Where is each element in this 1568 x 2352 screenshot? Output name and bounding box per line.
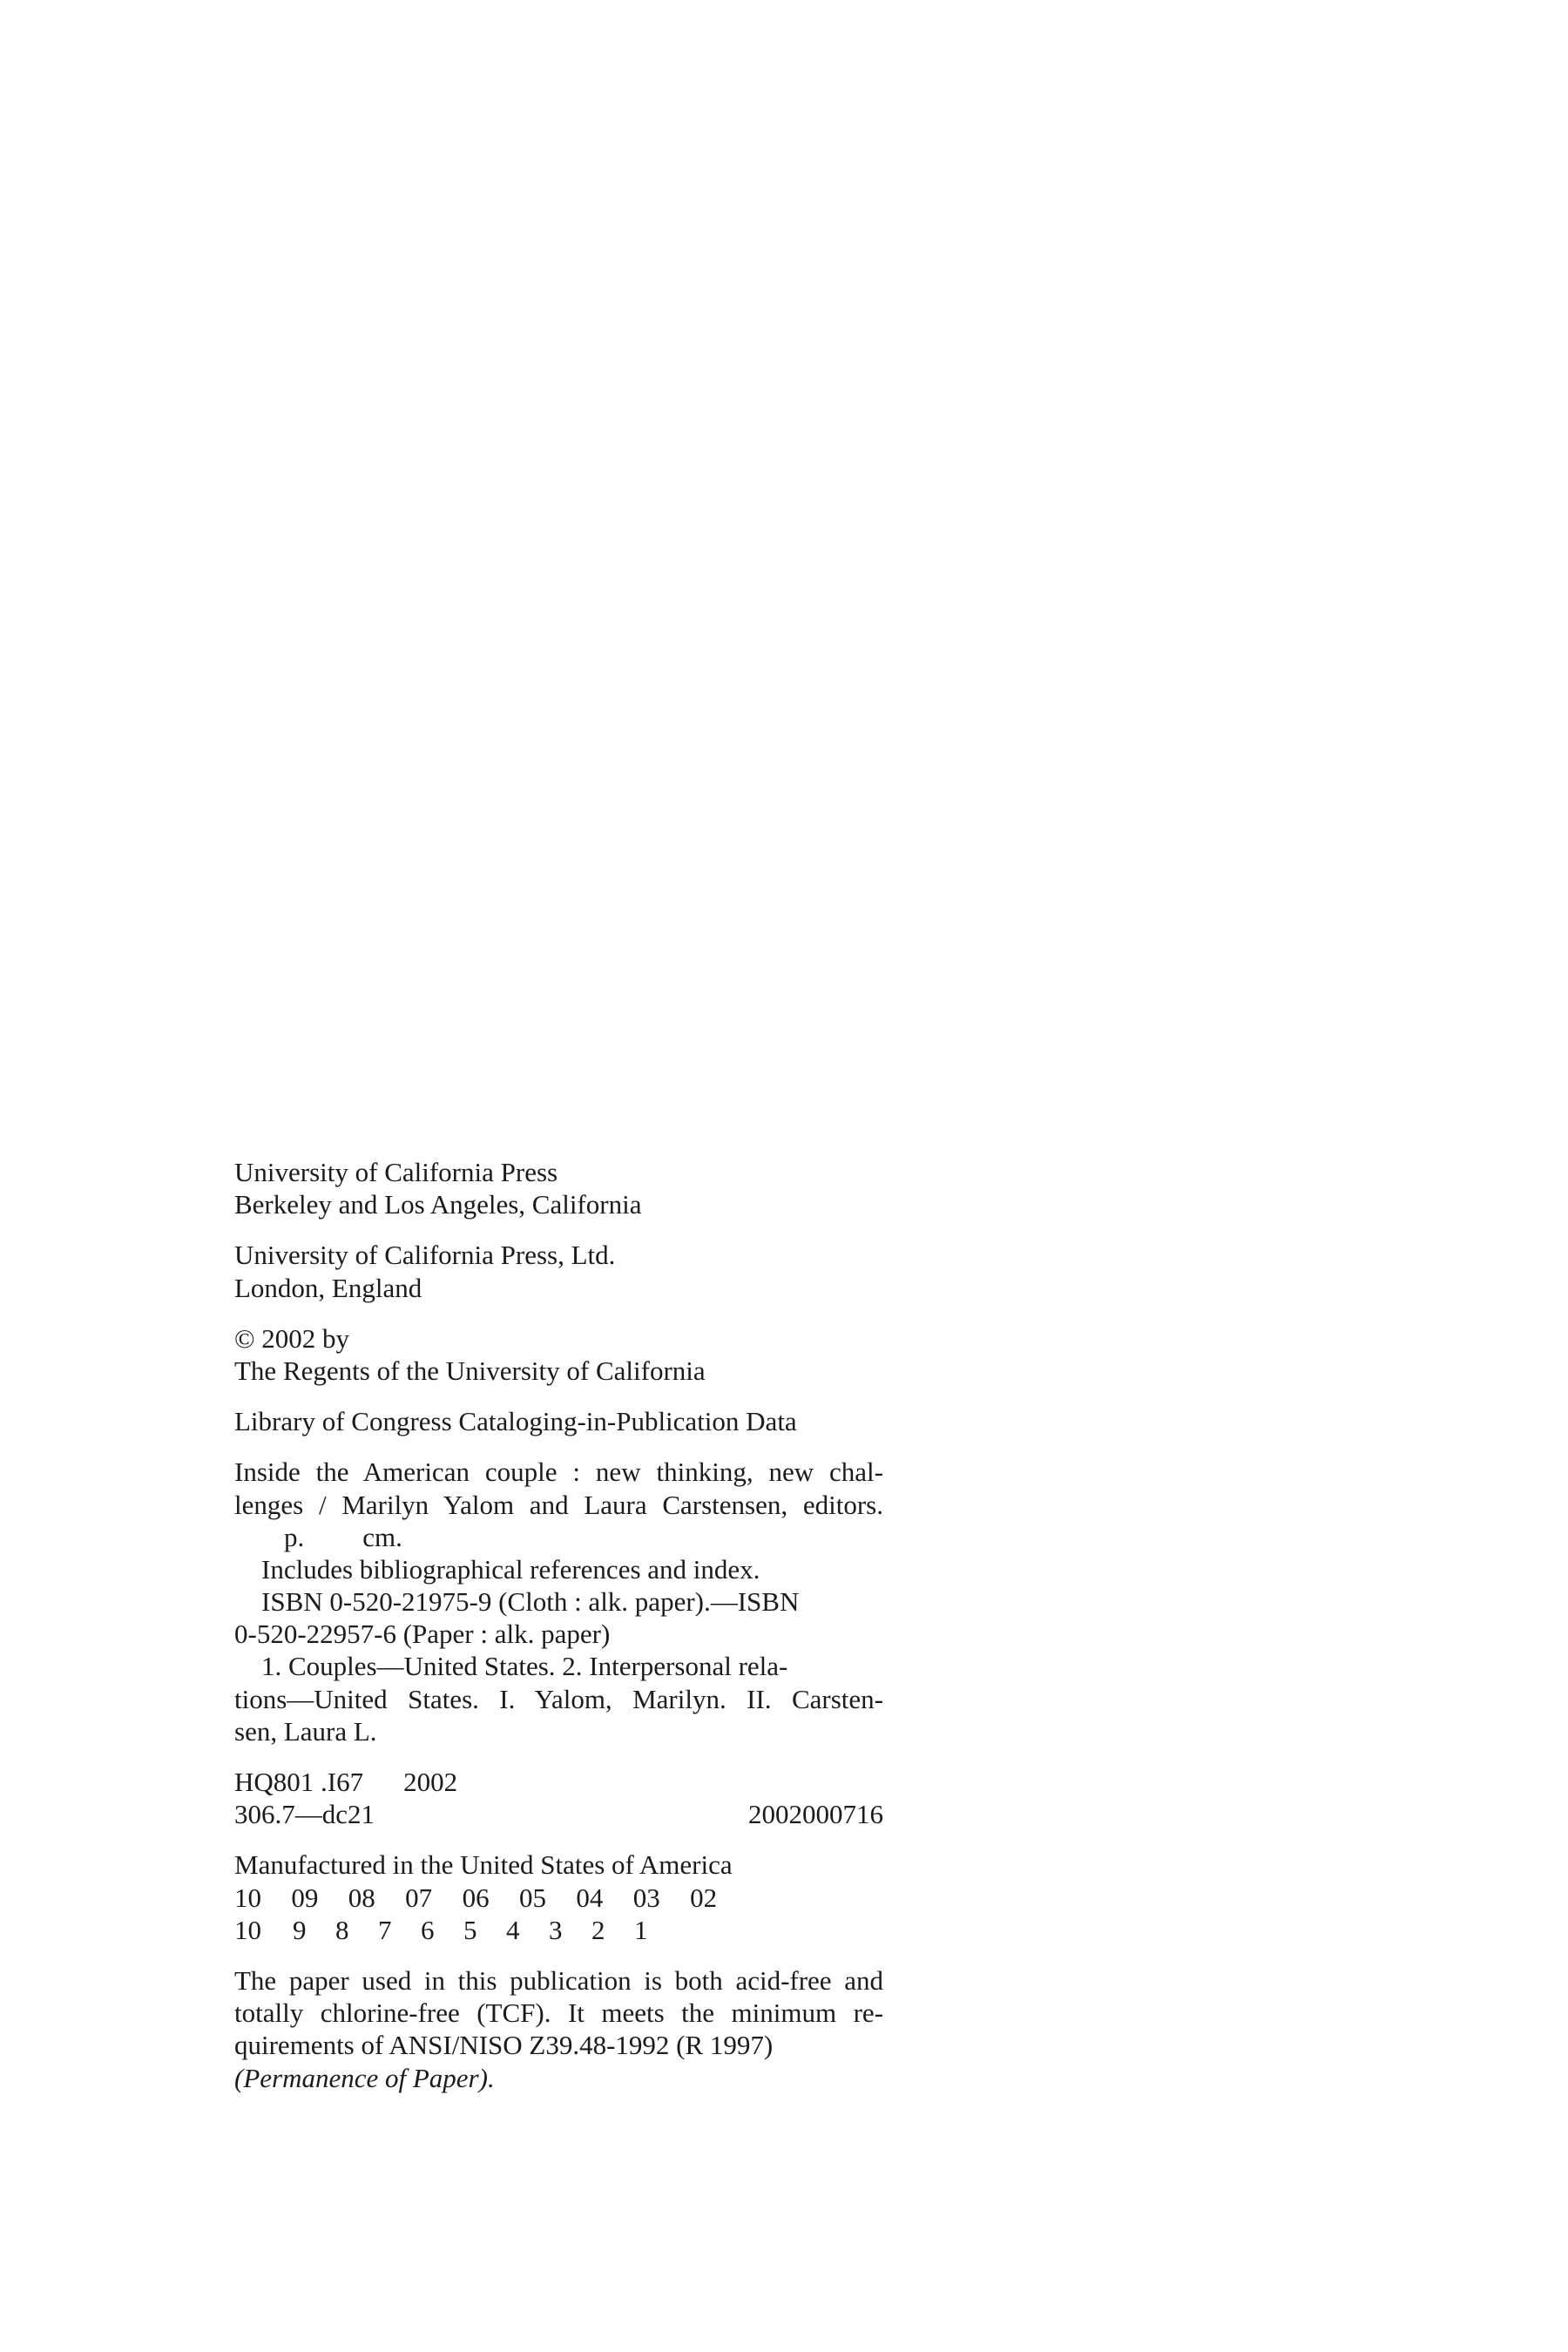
paper-note (234, 1964, 883, 2094)
print-run: 10 (234, 1914, 261, 1945)
lc-call-number (234, 1766, 883, 1798)
print-year: 07 (405, 1882, 433, 1913)
print-run: 8 (335, 1914, 349, 1945)
cip-title-line-1: Inside the American couple : new thinking, new chal- (234, 1456, 883, 1488)
publisher-uk-location: London, England (234, 1272, 422, 1303)
dewey-number: 306.7—dc21 (234, 1799, 375, 1830)
publisher-uk-name: University of California Press, Ltd. (234, 1240, 616, 1271)
print-year: 04 (576, 1882, 604, 1913)
cip-subjects-line-2: tions—United States. I. Yalom, Marilyn. II. Carsten- (234, 1683, 883, 1714)
print-year: 09 (291, 1882, 319, 1913)
print-run: 1 (634, 1914, 648, 1945)
cip-size: cm. (362, 1521, 402, 1552)
print-run: 6 (421, 1914, 435, 1945)
publisher-name: University of California Press (234, 1157, 558, 1187)
print-run: 3 (549, 1914, 563, 1945)
print-year: 10 (234, 1882, 261, 1913)
publisher-uk (234, 1239, 883, 1303)
print-run: 4 (506, 1914, 520, 1945)
print-year: 02 (690, 1882, 718, 1913)
print-year: 03 (632, 1882, 660, 1913)
print-year: 05 (518, 1882, 546, 1913)
print-year: 08 (348, 1882, 375, 1913)
manufacture-statement: Manufactured in the United States of America (234, 1849, 733, 1881)
manufacture (234, 1848, 883, 1946)
cip-pages: p. (284, 1521, 305, 1552)
lc-year: 2002 (403, 1767, 458, 1797)
print-runs-line (234, 1914, 883, 1946)
cip-subjects-line-1: 1. Couples—United States. 2. Interpersonal rela- (261, 1651, 788, 1682)
print-years-line (234, 1882, 883, 1914)
publisher-us (234, 1156, 883, 1220)
dewey-lccn-line (234, 1798, 883, 1830)
paper-note-line-3: quirements of ANSI/NISO Z39.48-1992 (R 1997) (234, 2030, 774, 2061)
paper-note-line-4: (Permanence of Paper). (234, 2062, 495, 2093)
print-run: 5 (463, 1914, 477, 1945)
cip-subjects-line-3: sen, Laura L. (234, 1715, 377, 1747)
copyright-notice (234, 1322, 883, 1387)
print-run: 7 (378, 1914, 392, 1945)
cip-record (234, 1456, 883, 1747)
paper-note-line-2: totally chlorine-free (TCF). It meets the minimum re- (234, 1997, 883, 2029)
print-run: 2 (591, 1914, 605, 1945)
cip-physical-description (234, 1521, 883, 1553)
copyright-holder: The Regents of the University of California (234, 1355, 706, 1386)
print-year: 06 (462, 1882, 490, 1913)
print-run: 9 (293, 1914, 307, 1945)
cip-isbn-line-2: 0-520-22957-6 (Paper : alk. paper) (234, 1619, 611, 1650)
copyright-text-block (234, 1156, 883, 2094)
lc-call: HQ801 .I67 (234, 1767, 364, 1797)
publisher-location: Berkeley and Los Angeles, California (234, 1189, 642, 1220)
cip-heading-block (234, 1405, 883, 1437)
cip-heading: Library of Congress Cataloging-in-Publication Data (234, 1406, 797, 1437)
lccn-number: 2002000716 (748, 1799, 883, 1830)
cip-isbn-line-1: ISBN 0-520-21975-9 (Cloth : alk. paper).—ISBN (261, 1586, 800, 1618)
classification (234, 1766, 883, 1830)
cip-title-line-2: lenges / Marilyn Yalom and Laura Carstensen, editors. (234, 1489, 883, 1520)
copyright-year: © 2002 by (234, 1322, 350, 1354)
paper-note-line-1: The paper used in this publication is both acid-free and (234, 1964, 883, 1996)
cip-note: Includes bibliographical references and index. (261, 1553, 760, 1585)
